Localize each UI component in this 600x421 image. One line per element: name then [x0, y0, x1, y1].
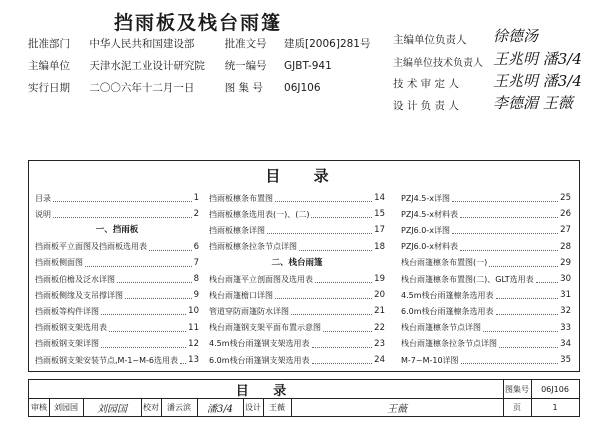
toc-entry-label: 栈台雨篷檩条拉条节点详图	[401, 339, 497, 349]
toc-entry-page: 32	[560, 306, 571, 317]
toc-entry-label: 栈台雨篷檩条布置图(一)	[401, 258, 488, 268]
toc-entry[interactable]	[35, 337, 199, 351]
toc-entry[interactable]	[401, 337, 571, 351]
leader-dots	[452, 194, 558, 202]
toc-title: 目 录	[265, 167, 343, 185]
leader-dots	[483, 324, 558, 332]
toc-entry-page: 20	[374, 290, 385, 301]
toc-entry-label: 4.5m栈台雨篷钢支架选用表	[209, 339, 310, 349]
meta-label: 主编单位	[28, 60, 70, 72]
toc-entry-label: PZJ4.5-x材料表	[401, 209, 459, 219]
toc-entry[interactable]	[35, 321, 199, 335]
meta-label: 图 集 号	[224, 82, 263, 94]
toc-entry-page: 15	[374, 209, 385, 220]
toc-entry[interactable]	[35, 207, 199, 221]
signature-image: 王兆明 潘3/4	[493, 72, 582, 90]
toc-entry-label: PZJ6.0-x材料表	[401, 242, 459, 252]
meta-label: 实行日期	[28, 82, 70, 94]
leader-dots	[299, 243, 372, 251]
toc-entry-page: 31	[560, 290, 571, 301]
designer-name: 王薇	[263, 398, 292, 416]
meta-label: 批准部门	[28, 38, 70, 50]
title-block-name: 目 录	[29, 380, 504, 398]
toc-entry-page: 17	[374, 225, 385, 236]
toc-entry-page: 34	[560, 338, 571, 349]
leader-dots	[460, 243, 558, 251]
leader-dots	[489, 259, 558, 267]
leader-dots	[315, 275, 372, 283]
toc-entry-page: 27	[560, 225, 571, 236]
meta-row-editor	[28, 58, 332, 73]
toc-entry[interactable]	[209, 288, 385, 302]
toc-entry-label: 6.0m栈台雨篷檩条选用表	[401, 306, 494, 316]
toc-entry[interactable]	[209, 191, 385, 205]
responsible-role: 技 术 审 定 人	[393, 78, 459, 90]
toc-entry-label: 挡雨板檩条选用表(一)、(二)	[209, 209, 310, 219]
leader-dots	[496, 307, 559, 315]
toc-entry-label: 栈台雨篷钢支架平面布置示意图	[209, 323, 321, 333]
toc-entry-label: 挡雨板钢支架选用表	[35, 323, 107, 333]
signature-image: 徐德汤	[493, 27, 539, 45]
toc-entry[interactable]	[35, 272, 199, 286]
leader-dots	[125, 291, 192, 299]
leader-dots	[312, 356, 373, 364]
toc-entry-page: 25	[560, 193, 571, 203]
meta-value: 中华人民共和国建设部	[89, 38, 195, 50]
toc-entry-page: 8	[193, 274, 199, 284]
toc-entry[interactable]	[209, 223, 385, 237]
responsible-role: 主编单位技术负责人	[393, 58, 483, 69]
toc-entry-label: M-7~M-10详图	[401, 355, 459, 365]
leader-dots	[53, 194, 192, 202]
leader-dots	[312, 340, 373, 348]
responsible-role: 设 计 负 责 人	[393, 100, 459, 112]
toc-entry-page: 13	[188, 355, 199, 365]
toc-entry[interactable]	[401, 288, 571, 302]
toc-entry[interactable]	[35, 353, 199, 367]
toc-entry[interactable]	[35, 191, 199, 205]
meta-label: 统一编号	[224, 60, 267, 72]
toc-entry-page: 35	[560, 355, 571, 365]
toc-entry[interactable]	[209, 353, 385, 367]
meta-value: 二〇〇六年十二月一日	[89, 82, 195, 94]
leader-dots	[267, 226, 372, 234]
toc-entry-label: 4.5m栈台雨篷檩条选用表	[401, 290, 494, 300]
toc-entry[interactable]	[209, 321, 385, 335]
toc-entry-label: 管道穿防雨篷防水详图	[209, 306, 289, 316]
toc-entry-page: 1	[193, 193, 199, 203]
toc-entry-page: 24	[374, 355, 385, 365]
page-number: 1	[552, 402, 558, 412]
toc-entry-label: 栈台雨篷檩条布置图(二)、GLT选用表	[401, 274, 534, 284]
toc-entry-label: 挡雨板侧缘及支吊撑详图	[35, 290, 123, 300]
leader-dots	[85, 259, 192, 267]
toc-entry-label: 挡雨板钢支架安装节点,M-1~M-6选用表	[35, 355, 179, 365]
checker-name: 潘云滨	[161, 398, 198, 416]
design-label: 设计	[243, 398, 264, 416]
toc-entry-label: 挡雨板等构件详图	[35, 306, 99, 316]
reviewer-signature: 刘园国	[83, 398, 142, 416]
leader-dots	[452, 226, 558, 234]
toc-entry[interactable]	[35, 256, 199, 270]
toc-entry[interactable]	[401, 207, 571, 221]
toc-entry[interactable]	[35, 240, 199, 254]
toc-entry-page: 14	[374, 193, 385, 203]
leader-dots	[275, 194, 372, 202]
leader-dots	[460, 210, 558, 218]
toc-entry[interactable]	[209, 304, 385, 318]
toc-entry-page: 18	[374, 241, 385, 252]
signature-image: 李德湄 王薇	[493, 94, 573, 112]
toc-entry-page: 12	[188, 338, 199, 349]
reviewer-name: 刘园国	[49, 398, 84, 416]
leader-dots	[496, 291, 559, 299]
toc-entry-page: 29	[560, 257, 571, 268]
toc-entry-page: 7	[193, 257, 199, 268]
leader-dots	[180, 356, 186, 364]
toc-entry-label: 目录	[35, 193, 51, 203]
toc-entry-label: 挡雨板檩条详图	[209, 225, 265, 235]
meta-row-date	[28, 80, 321, 95]
designer-signature: 王薇	[291, 398, 504, 416]
toc-entry-page: 28	[560, 241, 571, 252]
meta-value: 建质[2006]281号	[284, 38, 371, 50]
toc-entry-label: 栈台雨篷檩条节点详图	[401, 323, 481, 333]
toc-entry-page: 33	[560, 322, 571, 333]
toc-entry-page: 10	[188, 306, 199, 317]
review-label: 审核	[29, 398, 50, 416]
toc-entry-page: 11	[188, 322, 199, 333]
toc-entry-page: 26	[560, 209, 571, 220]
leader-dots	[291, 307, 372, 315]
toc-entry-page: 21	[374, 306, 385, 317]
toc-entry-label: PZJ4.5-x详图	[401, 193, 451, 203]
toc-entry-label: 6.0m栈台雨篷钢支架选用表	[209, 355, 310, 365]
toc-entry[interactable]	[401, 272, 571, 286]
atlas-no-value: 06J106	[541, 384, 569, 394]
meta-value: GJBT-941	[284, 60, 332, 72]
toc-entry-page: 9	[193, 290, 199, 301]
title-block	[28, 379, 580, 417]
leader-dots	[323, 324, 372, 332]
toc-section-heading: 二、栈台雨篷	[271, 257, 323, 268]
toc-entry-label: 挡雨板平立面图及挡雨板选用表	[35, 242, 147, 252]
toc-entry-label: 栈台雨篷平立剖面图及选用表	[209, 274, 313, 284]
toc-entry-label: 挡雨板檩条布置图	[209, 193, 273, 203]
leader-dots	[149, 243, 192, 251]
leader-dots	[109, 324, 186, 332]
signature-image: 王兆明 潘3/4	[493, 50, 582, 68]
leader-dots	[53, 210, 192, 218]
page-label: 页	[503, 398, 532, 416]
responsible-role: 主编单位负责人	[393, 34, 467, 46]
atlas-no-label: 图集号	[503, 380, 532, 398]
toc-entry[interactable]	[401, 353, 571, 367]
checker-signature: 潘3/4	[197, 398, 244, 416]
toc-entry-label: 栈台雨篷檐口详图	[209, 290, 273, 300]
leader-dots	[536, 275, 558, 283]
toc-entry-page: 19	[374, 274, 385, 284]
toc-entry[interactable]	[401, 240, 571, 254]
toc-entry-label: 挡雨板檩条拉条节点详图	[209, 242, 297, 252]
leader-dots	[311, 210, 372, 218]
toc-entry-label: 挡雨板伯檐及泛水详图	[35, 274, 115, 284]
toc-entry-page: 6	[193, 241, 199, 252]
toc-entry-page: 23	[374, 338, 385, 349]
toc-entry[interactable]	[209, 337, 385, 351]
toc-entry-page: 2	[193, 209, 199, 220]
toc-entry-label: 挡雨板钢支架详图	[35, 339, 99, 349]
toc-entry[interactable]	[401, 223, 571, 237]
toc-entry[interactable]	[35, 288, 199, 302]
meta-value: 天津水泥工业设计研究院	[89, 60, 205, 72]
leader-dots	[275, 291, 372, 299]
toc-entry-label: 说明	[35, 209, 51, 219]
leader-dots	[117, 275, 192, 283]
toc-entry[interactable]	[209, 240, 385, 254]
leader-dots	[499, 340, 558, 348]
toc-entry-page: 30	[560, 274, 571, 284]
leader-dots	[101, 340, 186, 348]
toc-entry-label: PZJ6.0-x详图	[401, 225, 451, 235]
toc-entry[interactable]	[401, 304, 571, 318]
toc-entry[interactable]	[401, 256, 571, 270]
toc-entry-label: 挡雨板侧面图	[35, 258, 83, 268]
meta-value: 06J106	[284, 82, 321, 94]
meta-label: 批准文号	[224, 38, 267, 50]
toc-entry[interactable]	[401, 321, 571, 335]
check-label: 校对	[141, 398, 162, 416]
toc-section-heading: 一、挡雨板	[95, 225, 139, 236]
toc-entry[interactable]	[35, 304, 199, 318]
toc-entry[interactable]	[401, 191, 571, 205]
leader-dots	[101, 307, 186, 315]
page-title: 挡雨板及栈台雨篷	[114, 12, 283, 34]
toc-entry[interactable]	[209, 272, 385, 286]
leader-dots	[461, 356, 559, 364]
meta-row-approval	[28, 36, 371, 51]
toc-entry[interactable]	[209, 207, 385, 221]
toc-frame	[28, 160, 580, 372]
toc-entry-page: 22	[374, 322, 385, 333]
